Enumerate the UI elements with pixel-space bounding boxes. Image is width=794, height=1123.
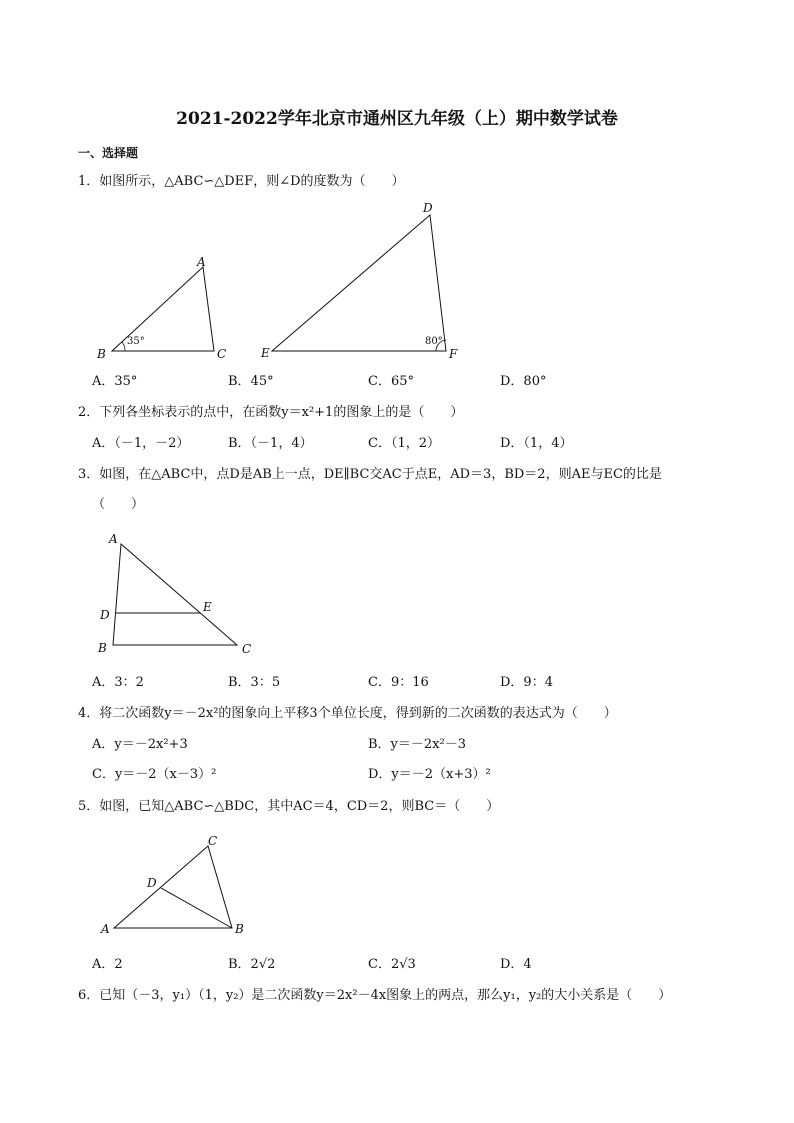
q1-option-a: A．35° [92, 374, 138, 389]
q1-option-b: B．45° [228, 374, 274, 389]
angle-b-label: 35° [127, 336, 145, 347]
section-heading: 一、选择题 [78, 146, 139, 160]
label-E: E [203, 600, 212, 614]
label-B: B [98, 641, 107, 655]
triangle-abc-q5 [114, 846, 232, 928]
label-B: B [97, 347, 106, 361]
label-A: A [197, 255, 206, 269]
question-3-stem: 3．如图，在△ABC中，点D是AB上一点，DE∥BC交AC于点E，AD＝3，BD＝2，则AE与EC的比是 [78, 467, 662, 482]
label-C: C [217, 347, 227, 361]
label-A: A [109, 532, 118, 546]
label-C: C [208, 834, 218, 848]
q4-option-c: C．y＝－2（x－3）² [92, 767, 217, 782]
q3-option-c: C．9：16 [368, 675, 429, 690]
question-3-stem-continued: （ ） [92, 497, 145, 512]
q4-option-d: D．y＝－2（x+3）² [368, 767, 491, 782]
segment-bd [161, 888, 232, 928]
q5-option-c: C．2√3 [368, 957, 416, 972]
page-title: 2021-2022学年北京市通州区九年级（上）期中数学试卷 [176, 109, 618, 129]
label-A: A [101, 922, 110, 936]
q2-option-b: B．（－1，4） [228, 436, 313, 451]
label-F: F [449, 347, 458, 361]
q2-option-c: C．（1，2） [368, 436, 440, 451]
q4-option-a: A．y＝－2x²+3 [92, 737, 188, 752]
q5-option-b: B．2√2 [228, 957, 276, 972]
label-E: E [261, 346, 270, 360]
angle-f-label: 80° [425, 336, 443, 347]
q1-option-c: C．65° [368, 374, 414, 389]
q2-option-a: A．（－1，－2） [92, 436, 190, 451]
label-D: D [423, 201, 433, 215]
question-6-stem: 6．已知（－3，y₁）（1，y₂）是二次函数y＝2x²－4x图象上的两点，那么y₁，y₂的大小关系是（ ） [78, 988, 672, 1003]
q2-option-d: D．（1，4） [500, 436, 573, 451]
label-D: D [100, 608, 110, 622]
q3-option-d: D．9：4 [500, 675, 553, 690]
q5-option-a: A．2 [92, 957, 123, 972]
question-1-stem: 1．如图所示，△ABC∽△DEF，则∠D的度数为（ ） [78, 174, 405, 189]
q3-option-a: A．3：2 [92, 675, 144, 690]
q5-option-d: D．4 [500, 957, 532, 972]
label-B: B [235, 922, 244, 936]
question-4-stem: 4．将二次函数y＝－2x²的图象向上平移3个单位长度，得到新的二次函数的表达式为（ ） [78, 706, 617, 721]
q1-option-d: D．80° [500, 374, 547, 389]
question-5-stem: 5．如图，已知△ABC∽△BDC，其中AC＝4，CD＝2，则BC＝（ ） [78, 799, 500, 814]
label-C: C [242, 642, 252, 656]
q3-option-b: B．3：5 [228, 675, 281, 690]
question-2-stem: 2．下列各坐标表示的点中，在函数y＝x²+1的图象上的是（ ） [78, 405, 464, 420]
label-D: D [147, 876, 157, 890]
q4-option-b: B．y＝－2x²－3 [368, 737, 466, 752]
